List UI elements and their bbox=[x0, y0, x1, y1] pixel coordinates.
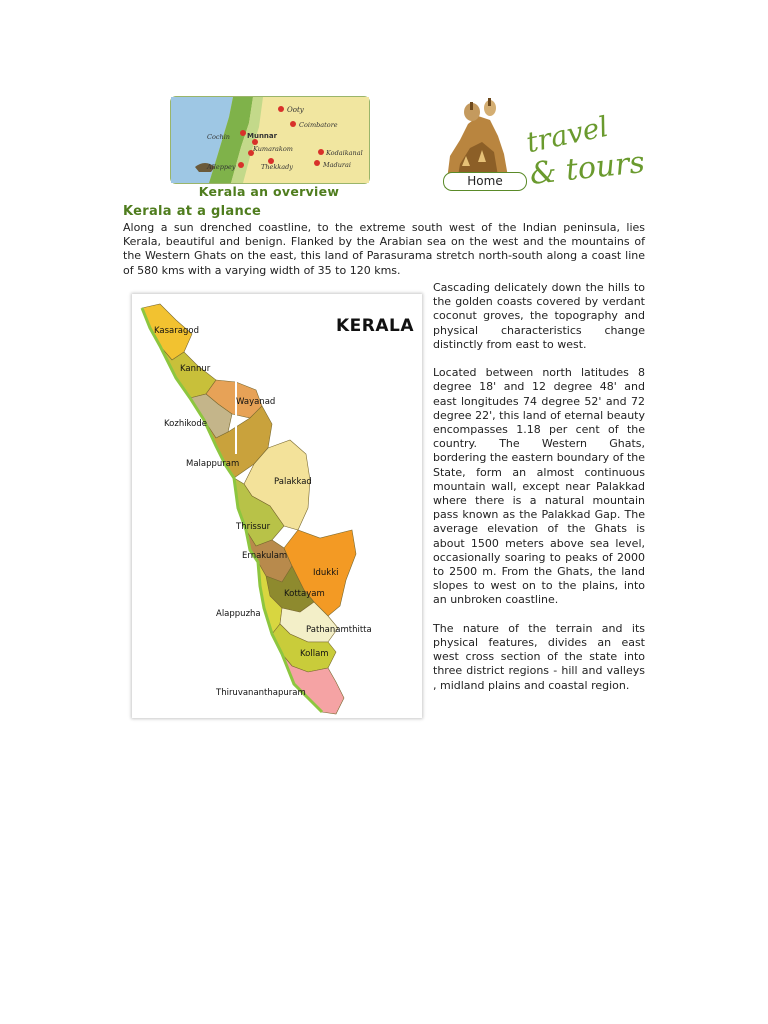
intro-paragraph: Along a sun drenched coastline, to the extreme south west of the Indian peninsula, lies Kerala, beautiful and benign. Flanked by the Arabian sea on the west and the mountains of the Western Ghats on the east, this land of Parasurama stretch north-south along a coast line of 580 kms with a varying width of 35 to 120 kms. bbox=[123, 221, 645, 277]
home-button[interactable]: Home bbox=[443, 172, 527, 191]
kerala-district-map bbox=[132, 294, 422, 718]
district-label-alappuzha: Alappuzha bbox=[216, 609, 261, 619]
map-title: KERALA bbox=[336, 316, 415, 336]
side-paragraph-3: The nature of the terrain and its physical features, divides an east west cross section of the state into three district regions - hill and valleys , midland plains and coastal region. bbox=[433, 621, 645, 692]
banner-label-coimbatore: Coimbatore bbox=[299, 121, 338, 129]
banner-label-ooty: Ooty bbox=[287, 106, 304, 114]
banner-label-madurai: Madurai bbox=[323, 161, 351, 169]
district-label-ernakulam: Ernakulam bbox=[242, 551, 288, 561]
banner-label-munnar: Munnar bbox=[247, 132, 278, 140]
side-paragraph-1: Cascading delicately down the hills to the golden coasts covered by verdant coconut groves, the topography and physical characteristics change distinctly from east to west. bbox=[433, 281, 645, 351]
side-text-column bbox=[433, 281, 645, 707]
svg-text:& tours: & tours bbox=[528, 145, 647, 192]
district-label-thrissur: Thrissur bbox=[236, 522, 271, 532]
district-label-idukki: Idukki bbox=[313, 568, 339, 578]
district-label-thiruvananthapuram: Thiruvananthapuram bbox=[216, 688, 306, 698]
banner-label-kodaikanal: Kodaikanal bbox=[326, 149, 363, 157]
district-label-kollam: Kollam bbox=[300, 649, 329, 659]
banner-map-image bbox=[170, 96, 370, 184]
banner-label-thekkady: Thekkady bbox=[261, 163, 293, 171]
overview-title: Kerala an overview bbox=[198, 184, 340, 199]
district-label-kannur: Kannur bbox=[180, 364, 211, 374]
district-label-kasaragod: Kasaragod bbox=[154, 326, 199, 336]
banner-label-cochin: Cochin bbox=[207, 133, 230, 141]
banner-label-alleppey: Alleppey bbox=[207, 163, 236, 171]
section-heading: Kerala at a glance bbox=[123, 204, 262, 219]
district-label-kottayam: Kottayam bbox=[284, 589, 325, 599]
side-paragraph-2: Located between north latitudes 8 degree 18' and 12 degree 48' and east longitudes 74 degree 52' and 72 degree 22', this land of eternal beauty encompasses 1.18 per cent of the country. The Western Ghats, bordering the eastern boundary of the State, form an almost continuous mountain wall, except near Palakkad where there is a natural mountain pass known as the Palakkad Gap. The average elevation of the Ghats is about 1500 meters above sea level, occasionally soaring to peaks of 2000 to 2500 m. From the Ghats, the land slopes to west on to the plains, into an unbroken coastline. bbox=[433, 366, 645, 607]
district-label-palakkad: Palakkad bbox=[274, 477, 312, 487]
district-label-pathanamthitta: Pathanamthitta bbox=[306, 625, 372, 635]
svg-text:travel: travel bbox=[523, 109, 612, 160]
banner-label-kumarakom: Kumarakom bbox=[253, 145, 293, 153]
district-label-malappuram: Malappuram bbox=[186, 459, 240, 469]
district-label-wayanad: Wayanad bbox=[236, 397, 276, 407]
district-label-kozhikode: Kozhikode bbox=[164, 419, 208, 429]
